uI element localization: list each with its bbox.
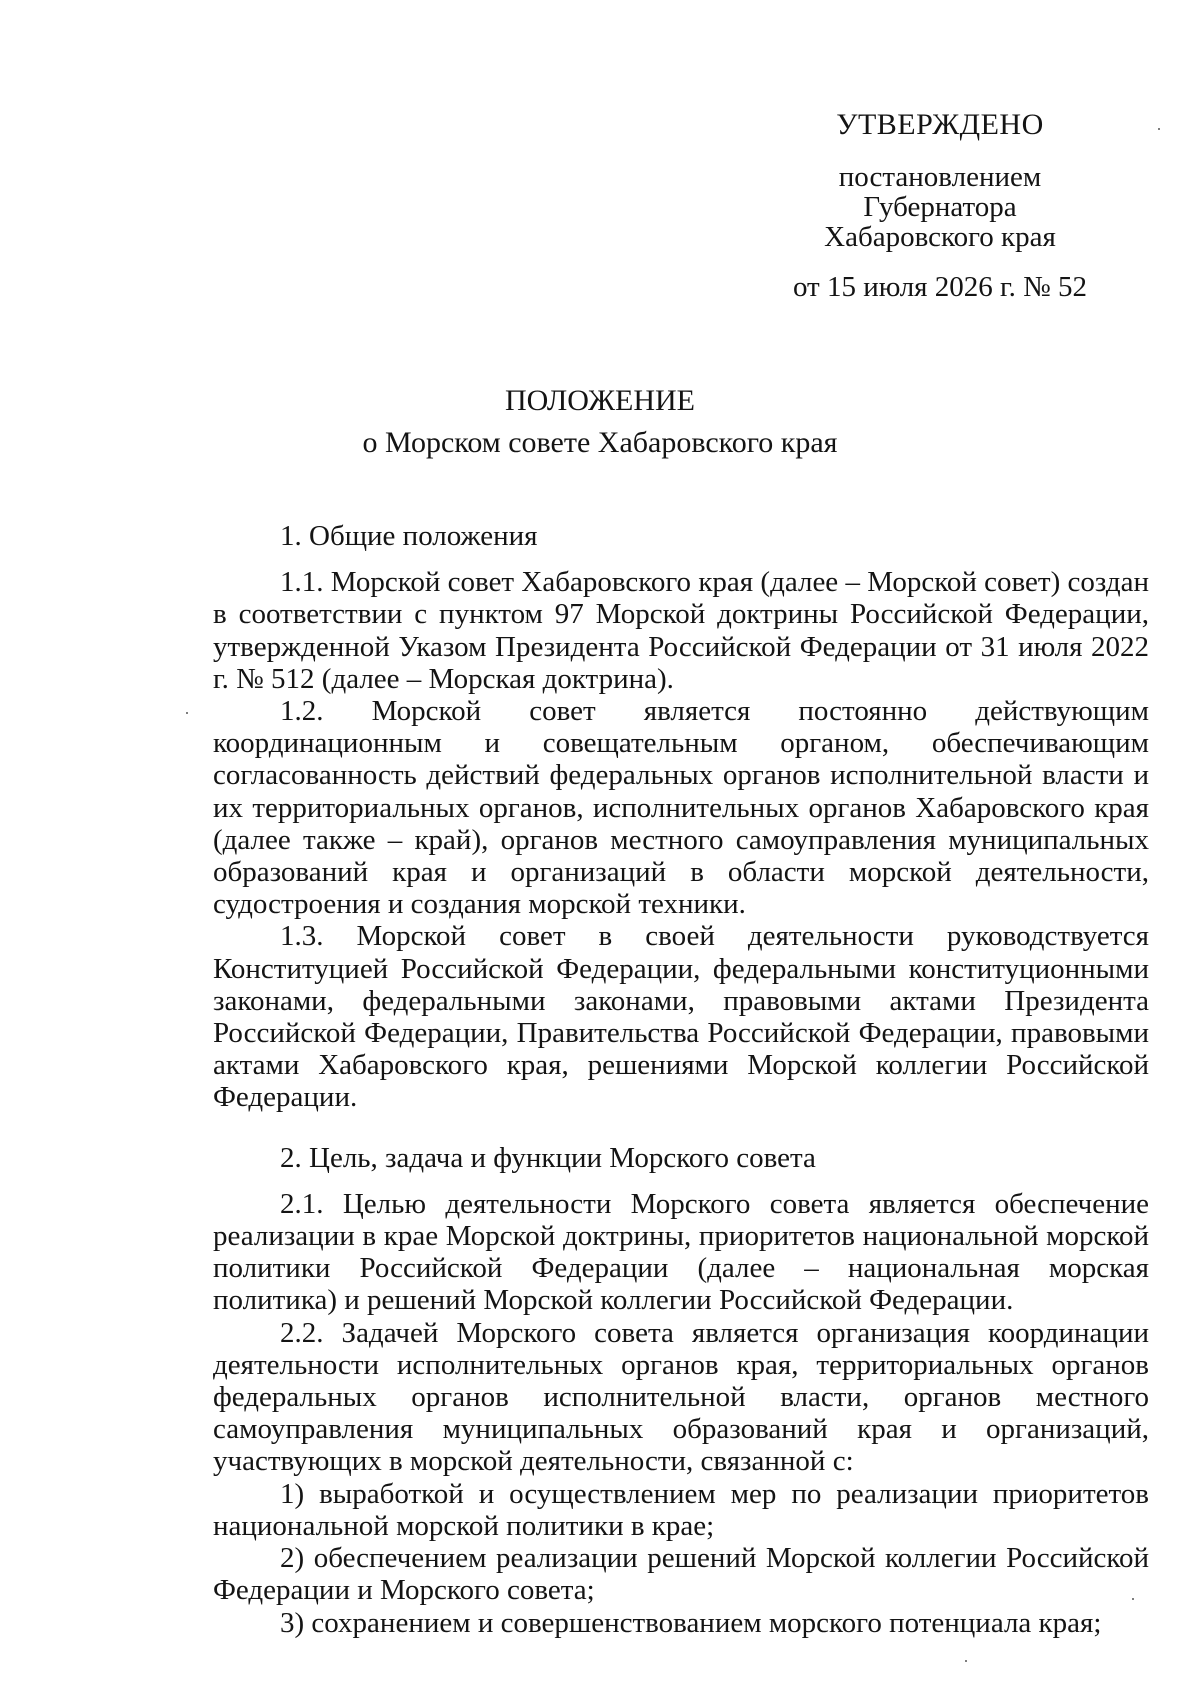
scan-speck [1158,128,1160,130]
document-heading: ПОЛОЖЕНИЕ [505,384,695,417]
approval-date: от 15 июля 2026 г. № 52 [792,271,1088,303]
scan-speck [1132,1598,1134,1600]
section-heading-2: 2. Цель, задача и функции Морского совета [280,1141,816,1174]
paragraph-2-2: 2.2. Задачей Морского совета является организация координации деятельности исполнительных органов края, территориальных органов федеральных органов исполнительной власти, органов местного самоуправления муниципальных образований края и организаций, участвующих в морской деятельности, связанной с: [213,1316,1149,1478]
document-title-block [0,385,1200,459]
approval-line-2: Губернатора [863,191,1017,223]
paragraph-1-1: 1.1. Морской совет Хабаровского края (далее – Морской совет) создан в соответствии с пунктом 97 Морской доктрины Российской Федерации, утвержденной Указом Президента Российской Федерации от 31 июля 2022 г. № 512 (далее – Морская доктрина). [213,566,1149,695]
approval-line-1: постановлением [838,161,1042,193]
scan-speck [965,1660,967,1662]
document-subtitle: о Морском совете Хабаровского края [362,426,838,459]
approval-block [780,110,1100,302]
approval-line-3: Хабаровского края [824,221,1056,253]
document-body [213,520,1149,1639]
scan-speck [186,712,188,714]
list-item-1: 1) выработкой и осуществлением мер по реализации приоритетов национальной морской политики в крае; [213,1477,1149,1542]
paragraph-2-1: 2.1. Целью деятельности Морского совета является обеспечение реализации в крае Морской доктрины, приоритетов национальной морской политики Российской Федерации (далее – национальная морская политика) и решений Морской коллегии Российской Федерации. [213,1187,1149,1317]
approval-stamp: УТВЕРЖДЕНО [836,108,1044,141]
paragraph-1-3: 1.3. Морской совет в своей деятельности руководствуется Конституцией Российской Федерации, федеральными конституционными законами, федеральными законами, правовыми актами Президента Российской Федерации, Правительства Российской Федерации, правовыми актами Хабаровского края, решениями Морской коллегии Российской Федерации. [213,920,1149,1114]
paragraph-1-2: 1.2. Морской совет является постоянно действующим координационным и совещательным органом, обеспечивающим согласованность действий федеральных органов исполнительной власти и их территориальных органов, исполнительных органов Хабаровского края (далее также – край), органов местного самоуправления муниципальных образований края и организаций в области морской деятельности, судостроения и создания морской техники. [213,695,1149,921]
list-item-3: 3) сохранением и совершенствованием морского потенциала края; [280,1606,1102,1639]
section-heading-1: 1. Общие положения [280,520,538,552]
list-item-2: 2) обеспечением реализации решений Морской коллегии Российской Федерации и Морского совета; [213,1542,1149,1607]
